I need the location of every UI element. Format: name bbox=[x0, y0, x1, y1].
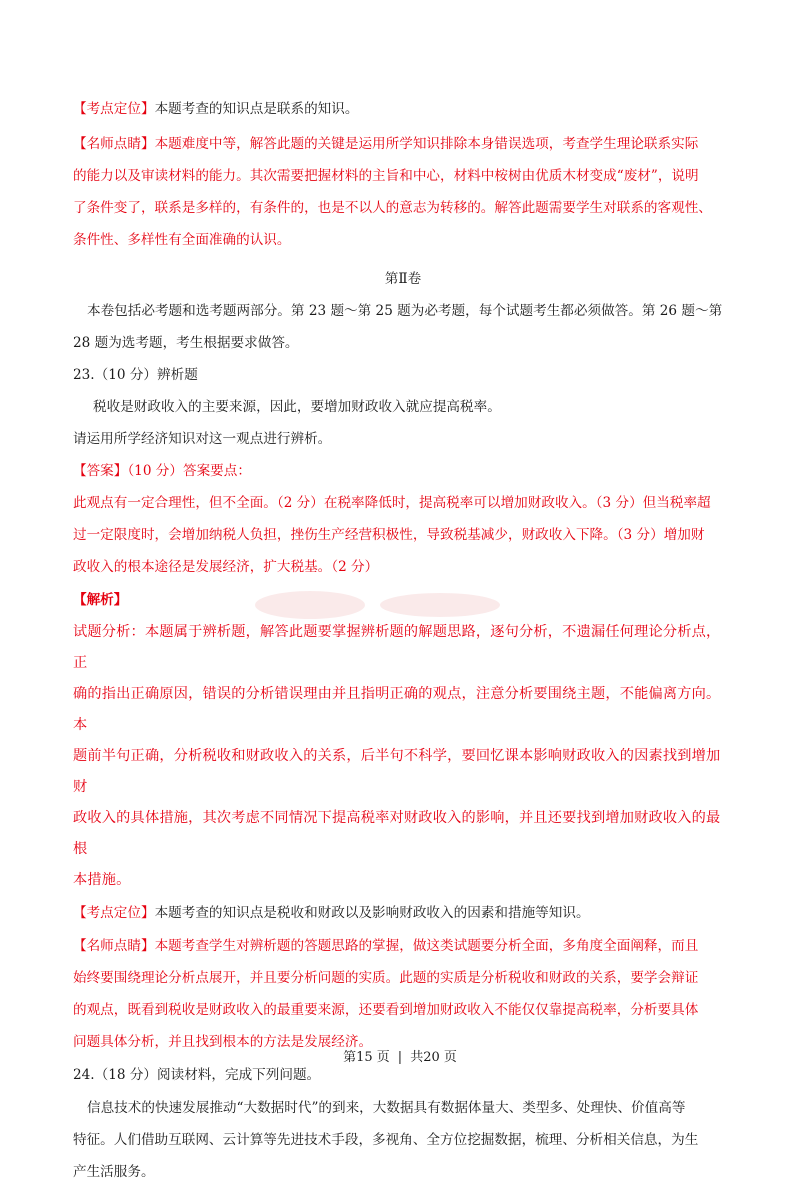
mingshi-line: 始终要围绕理论分析点展开，并且要分析问题的实质。此题的实质是分析税收和财政的关系，要学会辩证 bbox=[73, 970, 699, 986]
q23-statement: 税收是财政收入的主要来源，因此，要增加财政收入就应提高税率。 bbox=[93, 399, 501, 415]
part-title: 第Ⅱ卷 bbox=[384, 271, 422, 287]
mingshi-line: 的能力以及审读材料的能力。其次需要把握材料的主旨和中心，材料中桉树由优质木材变成“废材”，说明 bbox=[73, 168, 699, 184]
material-line: 产生活服务。 bbox=[73, 1164, 155, 1180]
part-intro-line: 28 题为选考题，考生根据要求做答。 bbox=[73, 335, 299, 351]
answer-head: （10 分）答案要点： bbox=[127, 463, 251, 479]
analysis-line: 题前半句正确，分析税收和财政收入的关系，后半句不科学，要回忆课本影响财政收入的因素找到增加财 bbox=[73, 748, 721, 795]
mingshi-line: 的观点，既看到税收是财政收入的最重要来源，还要看到增加财政收入不能仅仅靠提高税率，分析要具体 bbox=[73, 1002, 699, 1018]
q23-instruction: 请运用所学经济知识对这一观点进行辨析。 bbox=[73, 431, 332, 447]
mingshi-block-2 bbox=[73, 930, 733, 1058]
mingshi-line: 了条件变了，联系是多样的，有条件的，也是不以人的意志为转移的。解答此题需要学生对联系的客观性、 bbox=[73, 200, 712, 216]
footer-separator: | bbox=[397, 1050, 403, 1065]
page-footer bbox=[0, 1046, 800, 1065]
analysis-block bbox=[73, 617, 733, 896]
answer-tag: 【答案】 bbox=[73, 463, 128, 479]
q23-heading: 23.（10 分）辨析题 bbox=[73, 367, 198, 383]
mingshi-line: 问题具体分析，并且找到根本的方法是发展经济。 bbox=[73, 1034, 373, 1050]
answer-line: 此观点有一定合理性，但不全面。（2 分）在税率降低时，提高税率可以增加财政收入。（3 分）但当税率超 bbox=[73, 495, 711, 511]
answer-line: 政收入的根本途径是发展经济，扩大税基。（2 分） bbox=[73, 559, 379, 575]
answer-heading bbox=[73, 455, 733, 487]
analysis-tag: 【解析】 bbox=[73, 592, 128, 608]
analysis-line: 本措施。 bbox=[73, 872, 131, 888]
part-intro-line: 本卷包括必考题和选考题两部分。第 23 题～第 25 题为必考题，每个试题考生都必须做答。第 26 题～第 bbox=[87, 303, 723, 319]
answer-line: 过一定限度时，会增加纳税人负担，挫伤生产经营积极性，导致税基减少，财政收入下降。（3 分）增加财 bbox=[73, 527, 705, 543]
kaodian-text: 本题考查的知识点是税收和财政以及影响财政收入的因素和措施等知识。 bbox=[154, 905, 590, 921]
part-intro bbox=[73, 295, 733, 359]
watermark-graphic bbox=[250, 585, 510, 625]
mingshi-block-1 bbox=[73, 128, 733, 256]
page-number: 第15 页 bbox=[343, 1050, 390, 1065]
mingshi-tag: 【名师点睛】 bbox=[73, 938, 155, 954]
analysis-line: 试题分析：本题属于辨析题，解答此题要掌握辨析题的解题思路，逐句分析，不遗漏任何理论分析点，正 bbox=[73, 624, 721, 671]
kaodian-line-2 bbox=[73, 896, 733, 930]
kaodian-line-1 bbox=[73, 96, 733, 122]
answer-block bbox=[73, 487, 733, 583]
material-line: 特征。人们借助互联网、云计算等先进技术手段，多视角、全方位挖掘数据，梳理、分析相关信息，为生 bbox=[73, 1132, 699, 1148]
q24-heading: 24.（18 分）阅读材料，完成下列问题。 bbox=[73, 1067, 321, 1083]
kaodian-tag: 【考点定位】 bbox=[73, 905, 155, 921]
kaodian-text: 本题考查的知识点是联系的知识。 bbox=[154, 101, 359, 117]
kaodian-tag: 【考点定位】 bbox=[73, 101, 155, 117]
mingshi-line: 本题考查学生对辨析题的答题思路的掌握，做这类试题要分析全面，多角度全面阐释，而且 bbox=[154, 938, 699, 954]
mingshi-line: 本题难度中等，解答此题的关键是运用所学知识排除本身错误选项，考查学生理论联系实际 bbox=[154, 136, 699, 152]
q24-material bbox=[73, 1092, 733, 1188]
page-total: 共20 页 bbox=[410, 1050, 457, 1065]
analysis-line: 政收入的具体措施，其次考虑不同情况下提高税率对财政收入的影响，并且还要找到增加财政收入的最根 bbox=[73, 810, 721, 857]
mingshi-tag: 【名师点睛】 bbox=[73, 136, 155, 152]
mingshi-line: 条件性、多样性有全面准确的认识。 bbox=[73, 232, 291, 248]
analysis-line: 确的指出正确原因，错误的分析错误理由并且指明正确的观点，注意分析要围绕主题，不能偏离方向。本 bbox=[73, 686, 721, 733]
document-page bbox=[73, 96, 733, 1188]
material-line: 信息技术的快速发展推动“大数据时代”的到来，大数据具有数据体量大、类型多、处理快、价值高等 bbox=[87, 1100, 686, 1116]
